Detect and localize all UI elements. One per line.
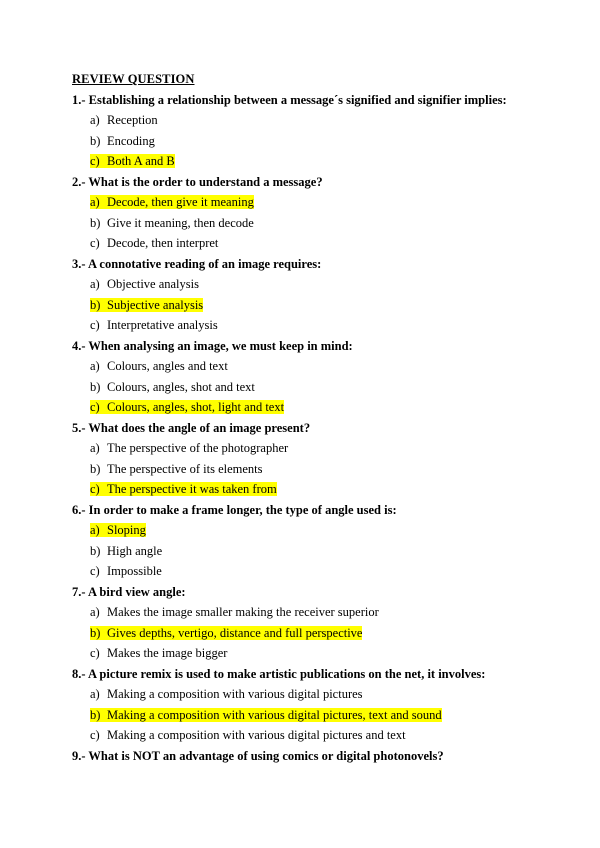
answer-option (72, 563, 542, 579)
option-letter: b) (90, 297, 101, 312)
answer-option (72, 645, 542, 661)
option-letter: b) (90, 215, 101, 230)
answer-option (72, 543, 542, 559)
option-text: Give it meaning, then decode (107, 215, 254, 230)
highlight-mark (90, 523, 146, 537)
answer-option-highlighted (72, 707, 542, 723)
question-list (72, 92, 542, 764)
question-2: 2.- What is the order to understand a message? (72, 174, 323, 189)
option-letter: c) (90, 482, 100, 496)
highlight-mark (90, 626, 362, 640)
answer-option-highlighted (72, 399, 542, 415)
answer-option (72, 112, 542, 128)
option-text: Making a composition with various digital pictures and text (107, 728, 406, 742)
option-text: Making a composition with various digital pictures, text and sound (107, 707, 442, 722)
option-letter: c) (90, 154, 100, 168)
highlight-mark (90, 298, 203, 312)
answer-option (72, 235, 542, 251)
answer-option (72, 317, 542, 333)
answer-option-highlighted (72, 481, 542, 497)
highlight-mark (90, 400, 284, 414)
option-text: Impossible (107, 564, 162, 578)
option-letter: c) (90, 400, 100, 414)
option-letter: c) (90, 728, 100, 742)
option-text: Makes the image smaller making the receiver superior (107, 605, 379, 619)
question-8: 8.- A picture remix is used to make artistic publications on the net, it involves: (72, 666, 486, 681)
highlight-mark (90, 482, 277, 496)
option-text: Both A and B (107, 154, 175, 168)
answer-option (72, 686, 542, 702)
option-text: The perspective of its elements (107, 461, 263, 476)
option-letter: a) (90, 359, 100, 373)
option-text: Objective analysis (107, 277, 199, 291)
document-page (72, 71, 542, 764)
option-letter: c) (90, 318, 100, 332)
option-letter: a) (90, 277, 100, 291)
option-letter: b) (90, 625, 101, 640)
option-text: Gives depths, vertigo, distance and full perspective (107, 625, 363, 640)
option-text: Colours, angles and text (107, 359, 228, 373)
option-text: Interpretative analysis (107, 318, 218, 332)
option-text: Sloping (107, 523, 146, 537)
question-5: 5.- What does the angle of an image present? (72, 420, 311, 435)
option-letter: a) (90, 605, 100, 619)
option-letter: c) (90, 236, 100, 250)
answer-option (72, 276, 542, 292)
answer-option-highlighted (72, 297, 542, 313)
document-title: REVIEW QUESTION (72, 72, 195, 86)
answer-option (72, 379, 542, 395)
option-letter: a) (90, 441, 100, 455)
option-text: The perspective it was taken from (107, 482, 277, 496)
option-letter: c) (90, 564, 100, 578)
question-6: 6.- In order to make a frame longer, the type of angle used is: (72, 502, 397, 517)
question-7: 7.- A bird view angle: (72, 584, 186, 599)
option-letter: b) (90, 461, 101, 476)
option-text: Decode, then give it meaning (107, 195, 254, 209)
answer-option-highlighted (72, 522, 542, 538)
highlight-mark (90, 708, 442, 722)
answer-option (72, 440, 542, 456)
option-letter: a) (90, 113, 100, 127)
answer-option (72, 358, 542, 374)
option-letter: c) (90, 646, 100, 660)
answer-option (72, 133, 542, 149)
answer-option-highlighted (72, 153, 542, 169)
question-9: 9.- What is NOT an advantage of using comics or digital photonovels? (72, 748, 444, 763)
option-text: High angle (107, 543, 163, 558)
option-text: Makes the image bigger (107, 646, 228, 660)
answer-option (72, 604, 542, 620)
option-letter: a) (90, 523, 100, 537)
option-text: Colours, angles, shot, light and text (107, 400, 285, 414)
option-text: Making a composition with various digital pictures (107, 687, 363, 701)
option-text: Decode, then interpret (107, 236, 219, 250)
option-text: Colours, angles, shot and text (107, 379, 255, 394)
option-letter: b) (90, 707, 101, 722)
question-4: 4.- When analysing an image, we must keep in mind: (72, 338, 353, 353)
option-letter: a) (90, 687, 100, 701)
option-text: Subjective analysis (107, 297, 204, 312)
answer-option (72, 215, 542, 231)
answer-option (72, 461, 542, 477)
answer-option (72, 727, 542, 743)
question-1: 1.- Establishing a relationship between a message´s signified and signifier implies: (72, 92, 507, 107)
question-3: 3.- A connotative reading of an image requires: (72, 256, 322, 271)
option-letter: a) (90, 195, 100, 209)
option-letter: b) (90, 543, 101, 558)
answer-option-highlighted (72, 625, 542, 641)
option-letter: b) (90, 379, 101, 394)
answer-option-highlighted (72, 194, 542, 210)
highlight-mark (90, 154, 175, 168)
option-text: Encoding (107, 133, 155, 148)
highlight-mark (90, 195, 254, 209)
option-text: The perspective of the photographer (107, 441, 289, 455)
option-text: Reception (107, 113, 158, 127)
option-letter: b) (90, 133, 101, 148)
